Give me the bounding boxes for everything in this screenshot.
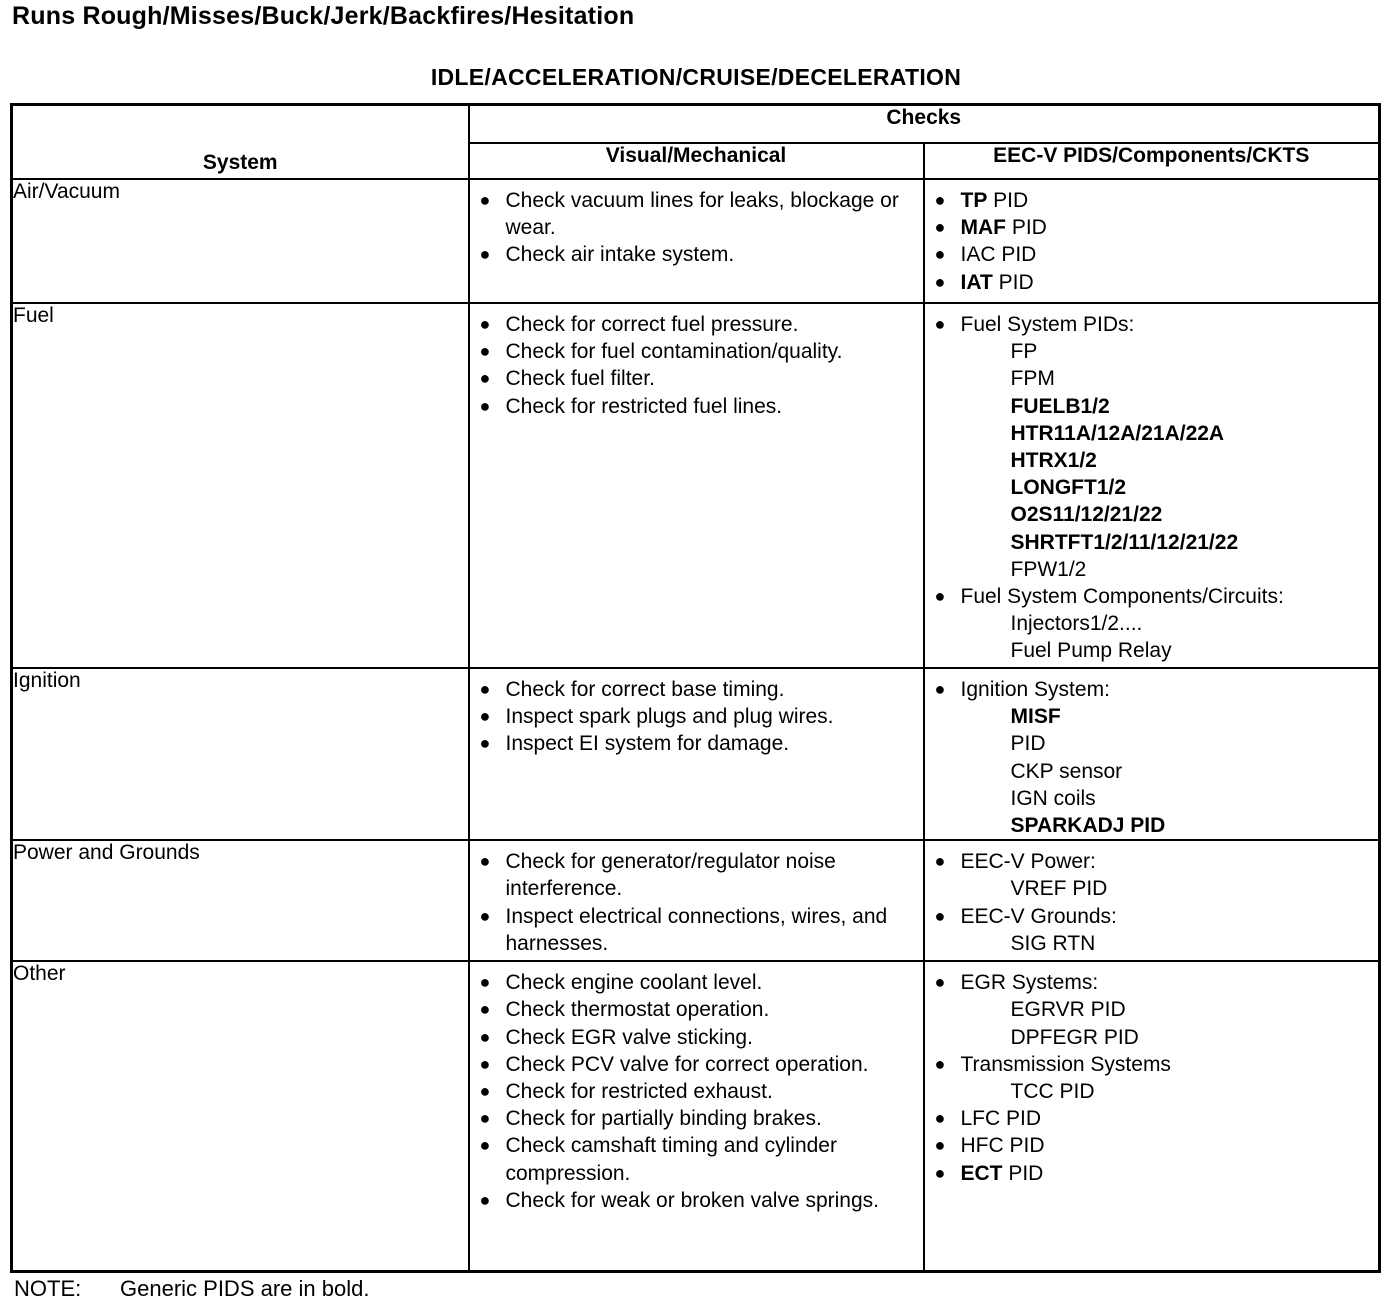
page-title: Runs Rough/Misses/Buck/Jerk/Backfires/Hesitation [12,2,635,30]
list-item [925,969,1379,1051]
sub-list [961,930,1371,957]
pid-suffix: PID [987,189,1029,212]
list-item: ● HFC PID [925,1132,1379,1159]
generic-pid: O2S11/12/21/22 [1010,503,1163,527]
group-label: EGR Systems: [960,971,1099,995]
diagnostic-table [10,103,1381,1273]
group-label: EEC-V Power: [960,850,1096,874]
system-cell: Other [12,961,469,1271]
row-power-grounds [12,840,1380,961]
eec-cell [924,668,1380,840]
page-subtitle: IDLE/ACCELERATION/CRUISE/DECELERATION [430,64,962,90]
list-item: ● Check PCV valve for correct operation. [470,1051,923,1078]
list-item [925,311,1379,583]
generic-pid: TP [960,189,988,212]
visual-cell [469,840,924,961]
header-checks: Checks [469,105,1380,144]
list-item: ● Check vacuum lines for leaks, blockage or wear. [470,187,923,241]
list-item [925,676,1379,839]
group-label: Ignition System: [960,678,1110,701]
visual-cell [469,668,924,840]
pid-item: DPFEGR PID [1010,1025,1139,1049]
group-label: Transmission Systems [960,1052,1171,1076]
list-item [925,269,1379,296]
list-item: ● IAC PID [925,241,1379,268]
component-item: Injectors1/2.... [1010,612,1143,636]
system-cell: Ignition [12,668,469,840]
system-cell: Air/Vacuum [12,179,469,303]
generic-pid: SPARKADJ PID [1010,814,1166,838]
list-item: ● Check thermostat operation. [470,996,923,1023]
generic-pid: MAF [960,216,1006,240]
generic-pid: FUELB1/2 [1010,394,1110,418]
pid-suffix: PID [1006,216,1047,240]
sub-list [961,1078,1371,1105]
row-other [12,961,1380,1271]
eec-cell [924,961,1380,1271]
sub-list [961,610,1371,664]
generic-pid: HTRX1/2 [1010,449,1097,473]
header-eec-v: EEC-V PIDS/Components/CKTS [924,143,1380,179]
visual-cell [469,961,924,1271]
group-label: EEC-V Grounds: [960,904,1117,928]
pid-item: EGRVR PID [1010,998,1126,1022]
generic-pid: MISF [1010,705,1061,729]
sub-list [961,338,1371,583]
list-item [925,903,1379,957]
system-cell: Power and Grounds [12,840,469,961]
note-text: Generic PIDS are in bold. [120,1276,370,1301]
list-item: ● Check EGR valve sticking. [470,1024,923,1051]
pid-item: VREF PID [1010,877,1108,901]
list-item: ● Check for partially binding brakes. [470,1105,923,1132]
pid-suffix: PID [1002,1161,1044,1185]
visual-cell [469,303,924,668]
generic-pid: HTR11A/12A/21A/22A [1010,421,1225,445]
list-item [925,214,1379,241]
sub-list [961,875,1371,902]
list-item: ● Check for restricted fuel lines. [470,393,923,420]
list-item [925,187,1379,214]
list-item: ● Inspect electrical connections, wires, and harnesses. [470,903,923,957]
visual-cell [469,179,924,303]
header-system: System [12,105,469,180]
list-item [925,1160,1379,1187]
pid-item: CKP sensor [1010,759,1123,783]
header-row-top [12,105,1380,144]
list-item: ● Check for correct fuel pressure. [470,311,923,338]
list-item [925,848,1379,902]
generic-pid: SHRTFT1/2/11/12/21/22 [1010,530,1239,554]
pid-item: FPM [1010,367,1055,391]
pid-suffix: PID [1010,732,1046,756]
pid-item: FPW1/2 [1010,557,1087,581]
footnote [14,1276,369,1302]
list-item [925,1051,1379,1105]
row-ignition [12,668,1380,840]
list-item: ● Inspect EI system for damage. [470,730,923,757]
list-item: ● Check air intake system. [470,241,923,268]
pid-item: TCC PID [1010,1080,1095,1104]
eec-cell [924,303,1380,668]
group-label: Fuel System Components/Circuits: [960,585,1284,609]
row-air-vacuum [12,179,1380,303]
eec-cell [924,840,1380,961]
header-visual-mechanical: Visual/Mechanical [469,143,924,179]
pid-suffix: PID [992,270,1034,294]
pid-item: SIG RTN [1010,931,1096,955]
list-item: ● Inspect spark plugs and plug wires. [470,703,923,730]
list-item: ● LFC PID [925,1105,1379,1132]
system-cell: Fuel [12,303,469,668]
generic-pid: LONGFT1/2 [1010,476,1127,500]
sub-list [961,703,1371,839]
list-item: ● Check for generator/regulator noise interference. [470,848,923,902]
eec-cell [924,179,1380,303]
pid-item: FP [1010,340,1038,364]
list-item: ● Check camshaft timing and cylinder compression. [470,1132,923,1186]
list-item: ● Check for weak or broken valve springs. [470,1187,923,1214]
list-item: ● Check engine coolant level. [470,969,923,996]
component-item: Fuel Pump Relay [1010,639,1172,663]
pid-item: IGN coils [1010,786,1096,810]
sub-list [961,996,1371,1050]
list-item [925,583,1379,665]
note-label: NOTE: [14,1276,82,1301]
list-item: ● Check for restricted exhaust. [470,1078,923,1105]
pid-item [1011,703,1371,757]
generic-pid: IAT [960,270,993,294]
list-item: ● Check fuel filter. [470,365,923,392]
row-fuel [12,303,1380,668]
generic-pid: ECT [960,1161,1003,1185]
list-item: ● Check for correct base timing. [470,676,923,703]
list-item: ● Check for fuel contamination/quality. [470,338,923,365]
group-label: Fuel System PIDs: [960,313,1135,336]
